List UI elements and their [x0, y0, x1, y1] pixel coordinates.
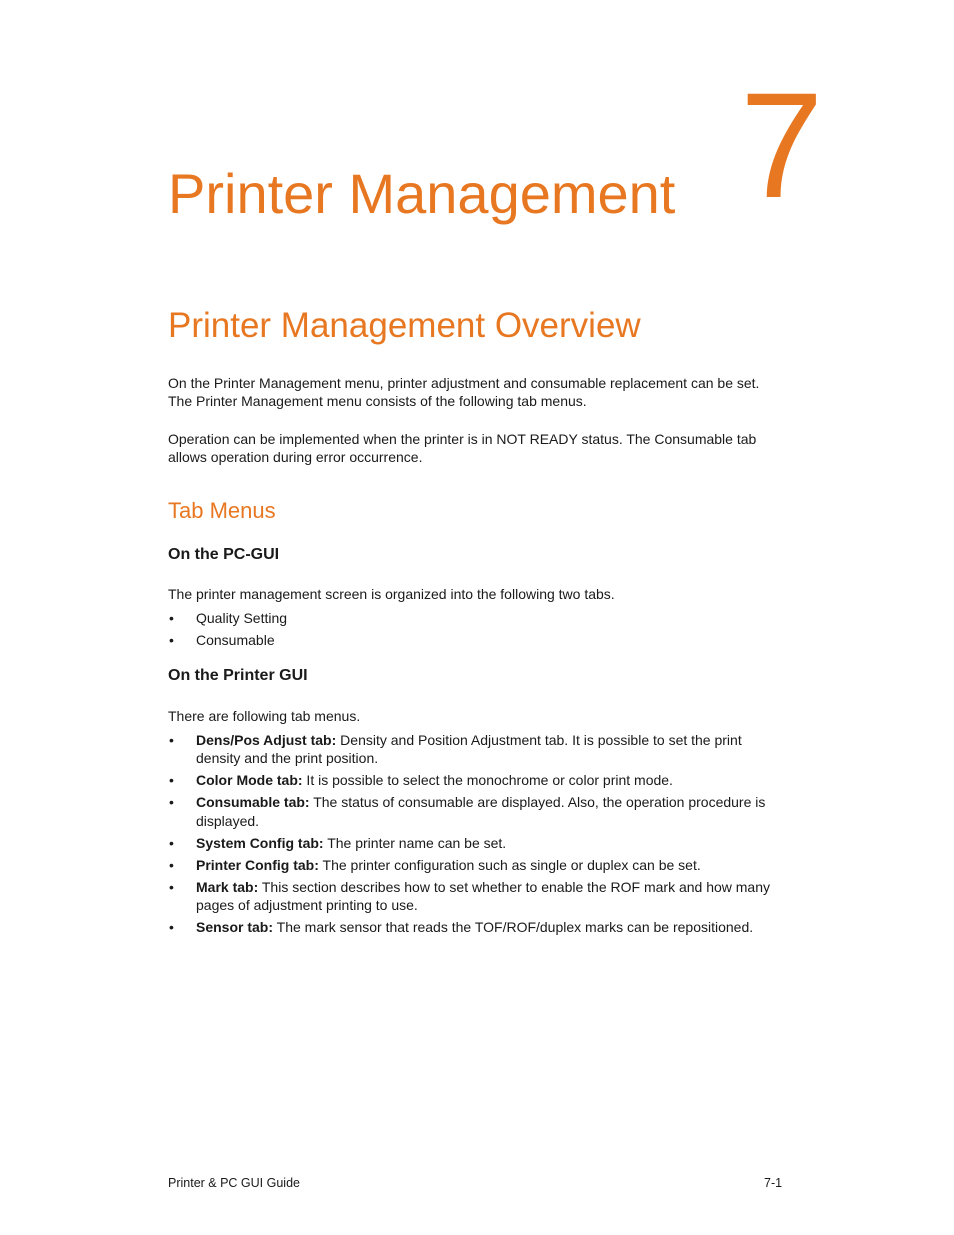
list-item	[168, 878, 786, 915]
list-item-term: Consumable tab:	[196, 794, 310, 811]
chapter-number: 7	[740, 61, 824, 229]
bullet-icon: •	[169, 834, 174, 851]
pc-gui-heading: On the PC-GUI	[168, 545, 280, 563]
chapter-title: Printer Management	[168, 162, 676, 225]
bullet-icon: •	[169, 878, 174, 895]
bullet-icon: •	[169, 609, 174, 626]
list-item	[168, 834, 786, 853]
list-item-term: Printer Config tab:	[196, 856, 319, 873]
list-item	[168, 856, 786, 875]
list-item-term: Sensor tab:	[196, 919, 274, 936]
section-title: Printer Management Overview	[168, 306, 641, 345]
list-item	[168, 918, 786, 937]
list-item-term: System Config tab:	[196, 834, 324, 851]
pc-gui-tab-list	[168, 609, 786, 650]
list-item-desc: It is possible to select the monochrome or color print mode.	[302, 772, 673, 789]
list-item	[168, 631, 786, 650]
printer-gui-tab-list	[168, 731, 786, 937]
bullet-icon: •	[169, 731, 174, 748]
list-item-term: Mark tab:	[196, 878, 259, 895]
bullet-icon: •	[169, 856, 174, 873]
list-item-text: Quality Setting	[196, 609, 288, 626]
list-item	[168, 793, 786, 830]
pc-gui-intro: The printer management screen is organized into the following two tabs.	[168, 585, 615, 602]
list-item-desc: The status of consumable are displayed. Also, the operation procedure is displayed.	[196, 794, 766, 829]
bullet-icon: •	[169, 794, 174, 811]
bullet-icon: •	[169, 919, 174, 936]
list-item-term: Color Mode tab:	[196, 772, 303, 789]
main-content	[168, 306, 786, 940]
list-item	[168, 609, 786, 628]
list-item-desc: The printer configuration such as single or duplex can be set.	[318, 856, 701, 873]
overview-paragraph-2: Operation can be implemented when the printer is in NOT READY status. The Consumable tab allows operation during error occurrence.	[168, 431, 757, 466]
footer-page-number: 7-1	[764, 1176, 783, 1190]
list-item-term: Dens/Pos Adjust tab:	[196, 731, 337, 748]
footer-document-title: Printer & PC GUI Guide	[168, 1176, 300, 1190]
list-item-text: Consumable	[196, 631, 275, 648]
list-item	[168, 771, 786, 790]
bullet-icon: •	[169, 772, 174, 789]
list-item-desc: This section describes how to set whether to enable the ROF mark and how many pages of adjustment printing to use.	[196, 878, 771, 914]
list-item-desc: The printer name can be set.	[323, 834, 507, 851]
list-item-desc: The mark sensor that reads the TOF/ROF/duplex marks can be repositioned.	[273, 919, 754, 936]
subsection-title: Tab Menus	[168, 498, 276, 524]
overview-paragraph-1: On the Printer Management menu, printer adjustment and consumable replacement can be set. The Printer Management menu consists of the following tab menus.	[168, 375, 760, 410]
bullet-icon: •	[169, 631, 174, 648]
printer-gui-heading: On the Printer GUI	[168, 667, 308, 685]
printer-gui-intro: There are following tab menus.	[168, 707, 361, 724]
list-item-desc: Density and Position Adjustment tab. It is possible to set the print density and the print position.	[196, 731, 742, 767]
list-item	[168, 731, 786, 768]
